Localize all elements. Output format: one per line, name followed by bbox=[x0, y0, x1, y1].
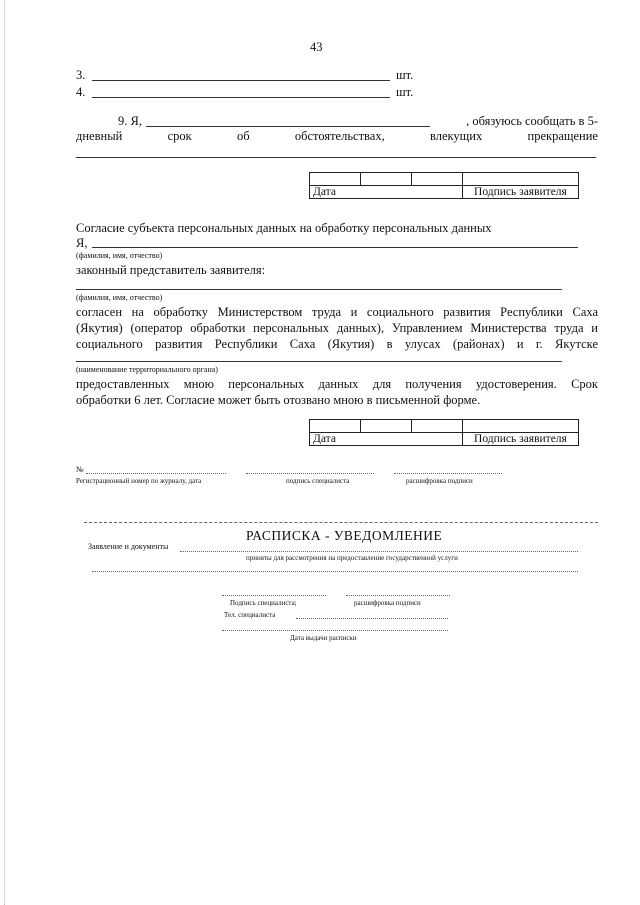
clause9-word: влекущих bbox=[430, 129, 483, 143]
signature-label: Подпись заявителя bbox=[462, 186, 578, 199]
phone-label: Тел. специалиста bbox=[224, 611, 276, 619]
signature-box-2 bbox=[309, 419, 579, 446]
consent-fio-line[interactable] bbox=[92, 247, 578, 248]
sign-decode-line[interactable] bbox=[394, 473, 502, 474]
representative-fio-line[interactable] bbox=[76, 289, 562, 290]
organ-hint: (наименование территориального органа) bbox=[76, 365, 218, 374]
clause9-text: , обязуюсь сообщать в 5- bbox=[466, 114, 598, 128]
consent-tail-line: предоставленных мною персональных данных для получения удостоверения. Срок bbox=[76, 377, 598, 391]
clause9-word: срок bbox=[167, 129, 192, 143]
spec-sign-hint: Подпись специалиста; bbox=[230, 599, 297, 607]
clause9-line2 bbox=[76, 129, 598, 144]
specialist-sign-line[interactable] bbox=[246, 473, 374, 474]
date-label: Дата bbox=[310, 186, 463, 199]
accepted-hint: приняты для рассмотрения на предоставление государственной услуги bbox=[246, 554, 458, 562]
clause9-word: дневный bbox=[76, 129, 123, 143]
consent-tail-line: обработки 6 лет. Согласие может быть отозвано мною в письменной форме. bbox=[76, 393, 481, 407]
date-label: Дата bbox=[310, 433, 463, 446]
specialist-sign-hint: подпись специалиста bbox=[286, 477, 350, 485]
docs-label: Заявление и документы bbox=[88, 542, 169, 551]
decode-hint: расшифровка подписи bbox=[354, 599, 421, 607]
item-unit-3: шт. bbox=[396, 68, 414, 82]
receipt-title: РАСПИСКА - УВЕДОМЛЕНИЕ bbox=[246, 528, 443, 543]
issue-date-line[interactable] bbox=[222, 630, 448, 631]
registration-no-label: № bbox=[76, 465, 84, 474]
signature-box-1 bbox=[309, 172, 579, 199]
item-unit-4: шт. bbox=[396, 85, 414, 99]
consent-title: Согласие субъекта персональных данных на обработку персональных данных bbox=[76, 221, 492, 235]
phone-line[interactable] bbox=[296, 618, 448, 619]
issue-date-hint: Дата выдачи расписки bbox=[290, 634, 357, 642]
fio-hint: (фамилия, имя, отчество) bbox=[76, 251, 163, 260]
consent-body-line: социального развития Республики Саха (Якутия) в улусах (районах) и г. Якутске bbox=[76, 337, 598, 351]
signature-cell[interactable] bbox=[462, 420, 578, 433]
clause9-name-line[interactable] bbox=[146, 126, 430, 127]
date-year-cell[interactable] bbox=[411, 420, 462, 433]
clause9-word: об bbox=[236, 129, 250, 143]
consent-body-line: согласен на обработку Министерством труда и социального развития Республики Саха bbox=[76, 305, 598, 319]
docs-line[interactable] bbox=[180, 551, 578, 552]
item-number-4: 4. bbox=[76, 85, 86, 99]
consent-i-label: Я, bbox=[76, 236, 88, 250]
date-month-cell[interactable] bbox=[360, 173, 411, 186]
date-year-cell[interactable] bbox=[411, 173, 462, 186]
page-number: 43 bbox=[310, 40, 323, 54]
spec-sign-line[interactable] bbox=[222, 595, 326, 596]
date-month-cell[interactable] bbox=[360, 420, 411, 433]
signature-label: Подпись заявителя bbox=[462, 433, 578, 446]
registration-hint: Регистрационный номер по журналу, дата bbox=[76, 477, 202, 485]
decode-line[interactable] bbox=[346, 595, 450, 596]
item-3-line[interactable] bbox=[92, 80, 390, 81]
fio-hint: (фамилия, имя, отчество) bbox=[76, 293, 163, 302]
clause9-continuation-line[interactable] bbox=[76, 157, 596, 158]
cut-line bbox=[84, 522, 598, 523]
sign-decode-hint: расшифровка подписи bbox=[406, 477, 473, 485]
date-day-cell[interactable] bbox=[310, 420, 361, 433]
clause9-word: прекращение bbox=[527, 129, 598, 143]
consent-body-line: (Якутия) (оператор обработки персональных данных), Управлением Министерства труда и bbox=[76, 321, 598, 335]
clause9-lead: 9. Я, bbox=[118, 114, 142, 128]
signature-cell[interactable] bbox=[462, 173, 578, 186]
date-day-cell[interactable] bbox=[310, 173, 361, 186]
clause9-word: обстоятельствах, bbox=[294, 129, 385, 143]
item-4-line[interactable] bbox=[92, 97, 390, 98]
territorial-organ-line[interactable] bbox=[76, 361, 562, 362]
representative-label: законный представитель заявителя: bbox=[76, 263, 266, 277]
registration-number-line[interactable] bbox=[86, 473, 226, 474]
item-number-3: 3. bbox=[76, 68, 86, 82]
scan-edge bbox=[4, 0, 5, 905]
receipt-extra-line[interactable] bbox=[92, 571, 578, 572]
